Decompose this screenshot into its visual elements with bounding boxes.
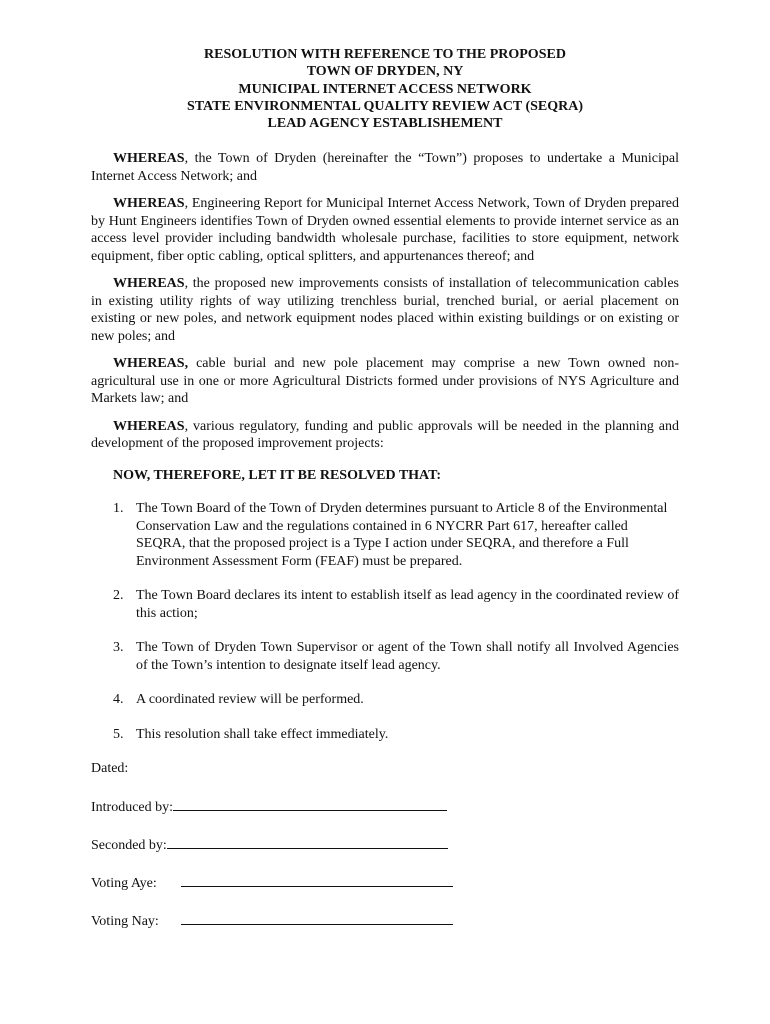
list-item bbox=[91, 639, 679, 674]
title-line-4: STATE ENVIRONMENTAL QUALITY REVIEW ACT (SEQRA) bbox=[186, 98, 584, 114]
list-item-text: This resolution shall take effect immediately. bbox=[136, 726, 389, 742]
whereas-lead: WHEREAS bbox=[113, 151, 185, 167]
whereas-lead: WHEREAS bbox=[113, 418, 185, 434]
whereas-lead: WHEREAS bbox=[113, 196, 185, 212]
voting-aye-row bbox=[91, 872, 679, 893]
list-item-text: The Town Board declares its intent to establish itself as lead agency in the coordinated review of this action; bbox=[136, 588, 679, 621]
list-item bbox=[91, 691, 679, 709]
whereas-paragraph-3 bbox=[91, 275, 679, 345]
whereas-text: , the proposed new improvements consists of installation of telecommunication cables in existing utility rights of way utilizing trenchless burial, trenched burial, or aerial placement on existing or new poles, and network equipment nodes placed within existing buildings or on existing or new poles; and bbox=[91, 276, 679, 344]
list-item-number: 1. bbox=[113, 501, 124, 517]
list-item bbox=[91, 500, 679, 570]
document-page bbox=[91, 46, 679, 948]
seconded-by-row bbox=[91, 834, 679, 855]
whereas-text: , Engineering Report for Municipal Internet Access Network, Town of Dryden prepared by Hunt Engineers identifies Town of Dryden owned essential elements to provide internet service as an access level provider including bandwidth wholesale purchase, facilities to store equipment, network equipment, fiber optic cabling, optical splitters, and appurtenances thereof; and bbox=[91, 196, 679, 264]
title-line-3: MUNICIPAL INTERNET ACCESS NETWORK bbox=[238, 81, 532, 97]
list-item-number: 3. bbox=[113, 640, 124, 656]
list-item-text: The Town of Dryden Town Supervisor or agent of the Town shall notify all Involved Agencies of the Town’s intention to designate itself lead agency. bbox=[136, 640, 679, 673]
whereas-text: , various regulatory, funding and public approvals will be needed in the planning and development of the proposed improvement projects: bbox=[91, 418, 679, 452]
document-title bbox=[91, 46, 679, 132]
introduced-by-row bbox=[91, 796, 679, 817]
whereas-paragraph-5 bbox=[91, 418, 679, 453]
list-item-number: 5. bbox=[113, 726, 124, 742]
whereas-text: cable burial and new pole placement may comprise a new Town owned non-agricultural use in one or more Agricultural Districts formed under provisions of NYS Agriculture and Markets law; and bbox=[91, 356, 679, 407]
whereas-paragraph-2 bbox=[91, 195, 679, 265]
list-item bbox=[91, 726, 679, 744]
resolution-list bbox=[91, 500, 679, 743]
voting-aye-line bbox=[181, 872, 453, 887]
voting-nay-label: Voting Nay: bbox=[91, 913, 159, 929]
voting-nay-row bbox=[91, 910, 679, 931]
list-item-number: 4. bbox=[113, 692, 124, 708]
seconded-by-line bbox=[167, 834, 448, 849]
list-item-number: 2. bbox=[113, 588, 124, 604]
title-line-1: RESOLUTION WITH REFERENCE TO THE PROPOSED bbox=[204, 47, 566, 62]
voting-aye-label: Voting Aye: bbox=[91, 875, 157, 891]
voting-nay-line bbox=[181, 910, 453, 925]
introduced-by-label: Introduced by: bbox=[91, 799, 174, 815]
whereas-paragraph-4 bbox=[91, 355, 679, 408]
introduced-by-line bbox=[173, 796, 447, 811]
whereas-lead: WHEREAS, bbox=[113, 356, 189, 372]
title-line-5: LEAD AGENCY ESTABLISHEMENT bbox=[267, 116, 503, 132]
list-item-text: A coordinated review will be performed. bbox=[136, 692, 364, 708]
seconded-by-label: Seconded by: bbox=[91, 837, 167, 853]
dated-label: Dated: bbox=[91, 761, 129, 777]
whereas-lead: WHEREAS bbox=[113, 276, 185, 292]
resolved-heading: NOW, THEREFORE, LET IT BE RESOLVED THAT: bbox=[113, 467, 442, 483]
title-line-2: TOWN OF DRYDEN, NY bbox=[306, 64, 464, 80]
whereas-paragraph-1 bbox=[91, 150, 679, 185]
whereas-text: , the Town of Dryden (hereinafter the “Town”) proposes to undertake a Municipal Internet Access Network; and bbox=[91, 151, 679, 184]
list-item bbox=[91, 587, 679, 622]
list-item-text: The Town Board of the Town of Dryden determines pursuant to Article 8 of the Environmental Conservation Law and the regulations contained in 6 NYCRR Part 617, hereafter called SEQRA, that the proposed project is a Type I action under SEQRA, and therefore a Full Environment Assessment Form (FEAF) must be prepared. bbox=[136, 501, 668, 569]
